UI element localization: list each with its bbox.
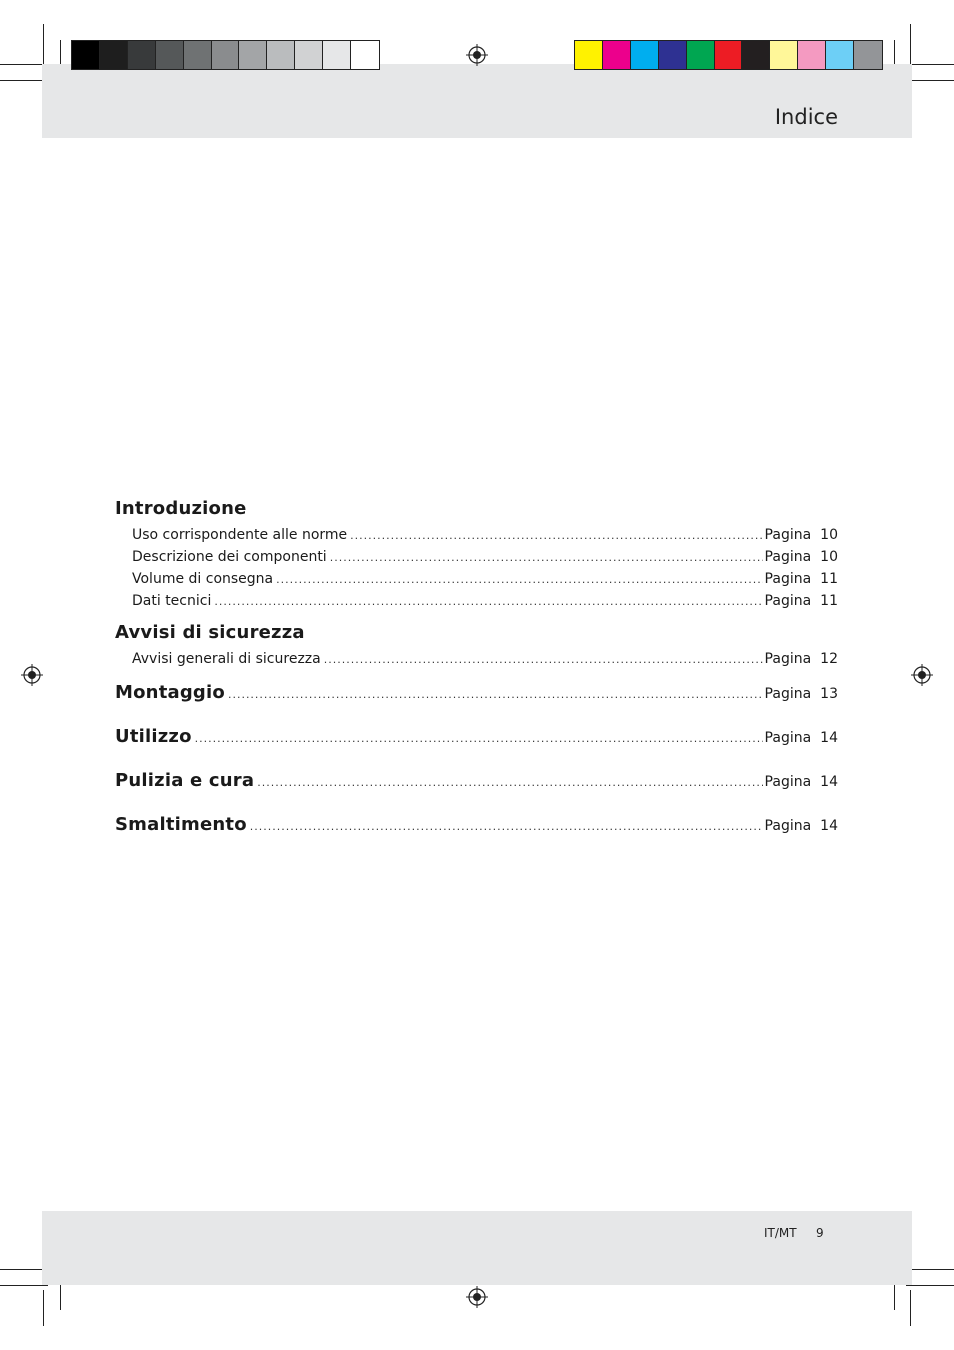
leader-dots bbox=[195, 732, 763, 745]
section-title: Utilizzo bbox=[115, 726, 192, 747]
page-reference bbox=[765, 546, 838, 568]
leader-dots bbox=[350, 525, 762, 547]
color-swatch bbox=[715, 41, 743, 69]
page-title: Indice bbox=[774, 105, 838, 129]
page-word: Pagina bbox=[764, 651, 812, 667]
page-reference bbox=[765, 774, 838, 790]
crop-mark bbox=[906, 80, 954, 81]
color-swatch bbox=[603, 41, 631, 69]
crop-mark bbox=[43, 1290, 44, 1326]
crop-mark bbox=[43, 24, 44, 64]
footer-band bbox=[42, 1211, 912, 1285]
crop-mark bbox=[906, 1269, 954, 1270]
toc-section bbox=[115, 770, 838, 800]
registration-mark-icon bbox=[911, 664, 933, 686]
crop-mark bbox=[0, 64, 48, 65]
page-number: 14 bbox=[820, 730, 838, 746]
page-word: Pagina bbox=[764, 818, 812, 834]
page-number: 14 bbox=[820, 818, 838, 834]
leader-dots bbox=[250, 820, 763, 833]
toc-section-heading[interactable] bbox=[115, 682, 838, 712]
toc-section-heading[interactable] bbox=[115, 770, 838, 800]
leader-dots bbox=[257, 776, 762, 789]
color-swatch bbox=[239, 41, 267, 69]
grayscale-color-bar bbox=[71, 40, 380, 70]
page-word: Pagina bbox=[764, 730, 812, 746]
page-reference bbox=[765, 818, 838, 834]
section-title: Avvisi di sicurezza bbox=[115, 622, 305, 643]
color-swatch bbox=[798, 41, 826, 69]
color-swatch bbox=[100, 41, 128, 69]
page-number: 13 bbox=[820, 686, 838, 702]
page-reference bbox=[765, 686, 838, 702]
page-number: 10 bbox=[820, 549, 838, 565]
crop-mark bbox=[0, 1285, 48, 1286]
entry-label: Dati tecnici bbox=[132, 593, 212, 609]
toc-entry[interactable] bbox=[115, 568, 838, 590]
table-of-contents bbox=[115, 498, 838, 844]
toc-entry[interactable] bbox=[115, 524, 838, 546]
toc-section-heading[interactable] bbox=[115, 726, 838, 756]
page-word: Pagina bbox=[764, 527, 812, 543]
registration-mark-icon bbox=[466, 1286, 488, 1308]
entry-label: Descrizione dei componenti bbox=[132, 549, 327, 565]
toc-section bbox=[115, 682, 838, 712]
color-swatch bbox=[323, 41, 351, 69]
color-swatch bbox=[575, 41, 603, 69]
toc-entry[interactable] bbox=[115, 648, 838, 670]
color-swatch bbox=[659, 41, 687, 69]
leader-dots bbox=[276, 569, 762, 591]
crop-mark bbox=[906, 1285, 954, 1286]
page-number: 11 bbox=[820, 593, 838, 609]
registration-mark-icon bbox=[21, 664, 43, 686]
crop-mark bbox=[910, 1290, 911, 1326]
color-swatch bbox=[156, 41, 184, 69]
crop-mark bbox=[0, 80, 48, 81]
page-reference bbox=[765, 524, 838, 546]
leader-dots bbox=[214, 591, 762, 613]
leader-dots bbox=[324, 649, 763, 671]
color-swatch bbox=[212, 41, 240, 69]
section-title: Smaltimento bbox=[115, 814, 247, 835]
page-number: 10 bbox=[820, 527, 838, 543]
color-swatch bbox=[742, 41, 770, 69]
color-swatch bbox=[631, 41, 659, 69]
color-swatch bbox=[72, 41, 100, 69]
leader-dots bbox=[228, 688, 763, 701]
page-reference bbox=[765, 730, 838, 746]
toc-section bbox=[115, 726, 838, 756]
page-reference bbox=[765, 648, 838, 670]
page-number: 12 bbox=[820, 651, 838, 667]
color-swatch bbox=[184, 41, 212, 69]
page-number: 14 bbox=[820, 774, 838, 790]
crop-mark bbox=[0, 1269, 48, 1270]
entry-label: Volume di consegna bbox=[132, 571, 274, 587]
toc-section bbox=[115, 498, 838, 612]
color-swatch bbox=[351, 41, 379, 69]
footer-locale: IT/MT bbox=[764, 1226, 797, 1240]
toc-section-heading[interactable] bbox=[115, 814, 838, 844]
process-color-bar bbox=[574, 40, 883, 70]
page-word: Pagina bbox=[764, 686, 812, 702]
page-word: Pagina bbox=[764, 774, 812, 790]
entry-label: Avvisi generali di sicurezza bbox=[132, 651, 321, 667]
toc-section-heading[interactable] bbox=[115, 498, 838, 524]
footer-page-number: 9 bbox=[816, 1226, 824, 1240]
toc-section-heading[interactable] bbox=[115, 622, 838, 648]
section-title: Pulizia e cura bbox=[115, 770, 255, 791]
crop-mark bbox=[906, 64, 954, 65]
leader-dots bbox=[330, 547, 763, 569]
page-word: Pagina bbox=[764, 549, 812, 565]
page-word: Pagina bbox=[764, 593, 812, 609]
toc-entry[interactable] bbox=[115, 546, 838, 568]
color-swatch bbox=[295, 41, 323, 69]
toc-entry[interactable] bbox=[115, 590, 838, 612]
page-word: Pagina bbox=[764, 571, 812, 587]
color-swatch bbox=[687, 41, 715, 69]
section-title: Montaggio bbox=[115, 682, 225, 703]
page-reference bbox=[765, 568, 838, 590]
page-number: 11 bbox=[820, 571, 838, 587]
registration-mark-icon bbox=[466, 44, 488, 66]
color-swatch bbox=[770, 41, 798, 69]
toc-section bbox=[115, 622, 838, 670]
toc-section bbox=[115, 814, 838, 844]
entry-label: Uso corrispondente alle norme bbox=[132, 527, 348, 543]
color-swatch bbox=[826, 41, 854, 69]
color-swatch bbox=[854, 41, 882, 69]
color-swatch bbox=[128, 41, 156, 69]
color-swatch bbox=[267, 41, 295, 69]
page-reference bbox=[765, 590, 838, 612]
crop-mark bbox=[910, 24, 911, 64]
section-title: Introduzione bbox=[115, 498, 247, 519]
